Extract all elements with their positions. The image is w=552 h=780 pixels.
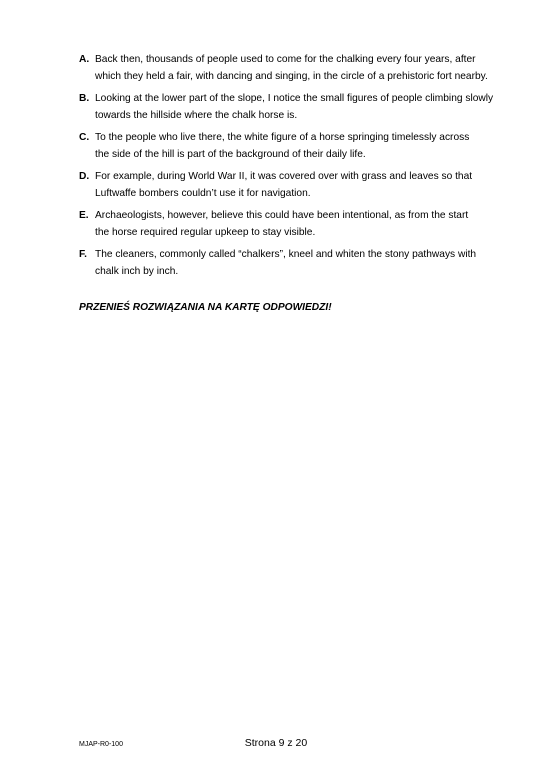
option-c — [79, 130, 519, 163]
option-line: Back then, thousands of people used to come for the chalking every four years, after — [95, 54, 476, 65]
option-letter: F. — [79, 249, 87, 260]
option-line: To the people who live there, the white figure of a horse springing timelessly across — [95, 132, 470, 143]
option-line: Luftwaffe bombers couldn’t use it for navigation. — [95, 187, 311, 199]
option-letter: E. — [79, 210, 89, 221]
options-list — [79, 52, 519, 286]
option-d — [79, 169, 519, 202]
option-text — [95, 208, 519, 241]
option-line: For example, during World War II, it was covered over with grass and leaves so that — [95, 171, 473, 182]
option-e — [79, 208, 519, 241]
option-letter: A. — [79, 54, 90, 65]
transfer-answers-instruction: PRZENIEŚ ROZWIĄZANIA NA KARTĘ ODPOWIEDZI! — [79, 302, 332, 313]
option-line: Looking at the lower part of the slope, I notice the small figures of people climbing slowly — [95, 93, 494, 104]
option-text — [95, 91, 519, 124]
option-f — [79, 247, 519, 280]
option-letter: B. — [79, 93, 90, 104]
option-line: the side of the hill is part of the background of their daily life. — [95, 148, 366, 160]
option-a — [79, 52, 519, 85]
exam-code: MJAP-R0-100 — [79, 741, 123, 748]
option-line: The cleaners, commonly called “chalkers”, kneel and whiten the stony pathways with — [95, 249, 477, 260]
option-text — [95, 52, 519, 85]
option-letter: C. — [79, 132, 90, 143]
page-number: Strona 9 z 20 — [244, 737, 308, 749]
option-line: towards the hillside where the chalk horse is. — [95, 109, 298, 121]
option-text — [95, 247, 519, 280]
option-line: Archaeologists, however, believe this could have been intentional, as from the start — [95, 210, 469, 221]
option-text — [95, 130, 519, 163]
option-text — [95, 169, 519, 202]
option-b — [79, 91, 519, 124]
option-line: the horse required regular upkeep to stay visible. — [95, 226, 316, 238]
option-letter: D. — [79, 171, 90, 182]
option-line: chalk inch by inch. — [95, 265, 179, 277]
option-line: which they held a fair, with dancing and singing, in the circle of a prehistoric fort nearby. — [95, 70, 488, 82]
